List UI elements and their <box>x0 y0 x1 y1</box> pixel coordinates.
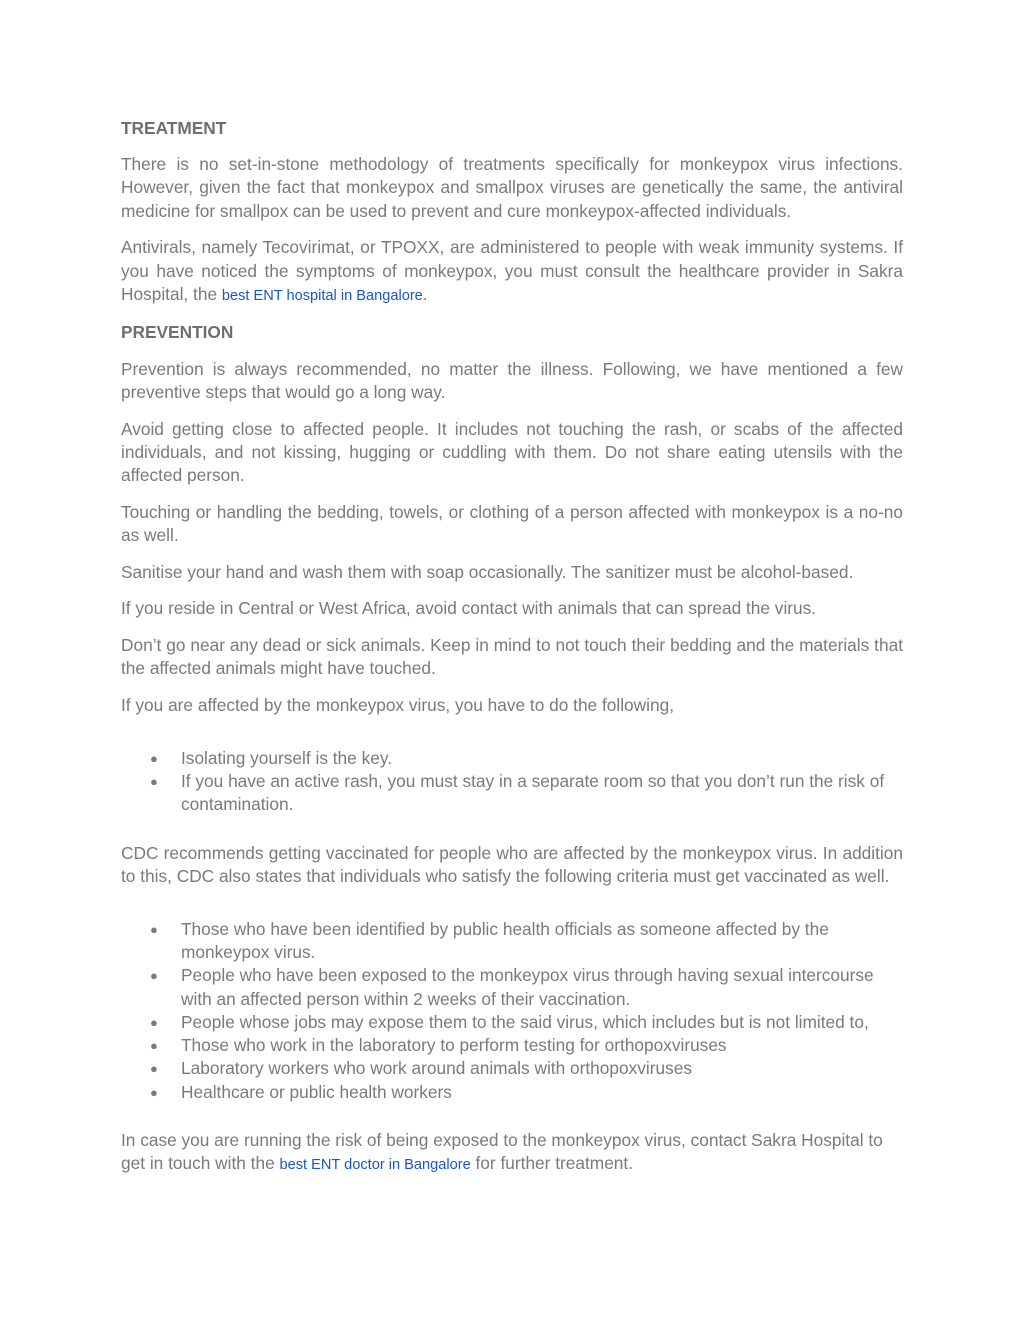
prevention-paragraph: If you reside in Central or West Africa, avoid contact with animals that can spread the virus. <box>121 598 817 619</box>
bullet-icon: ● <box>150 774 158 790</box>
treatment-paragraph-2 <box>121 236 903 308</box>
list-item <box>121 918 903 964</box>
closing-paragraph-end: for further treatment. <box>470 1152 634 1173</box>
list-item-text: Isolating yourself is the key. <box>181 748 392 769</box>
list-item <box>121 1034 903 1057</box>
prevention-paragraph: Don’t go near any dead or sick animals. Keep in mind to not touch their bedding and the materials that the affected animals might have touched. <box>121 634 903 679</box>
bullet-icon: ● <box>150 1084 158 1100</box>
treatment-paragraph-2-text: Antivirals, namely Tecovirimat, or TPOXX, are administered to people with weak immunity systems. If you have noticed the symptoms of monkeypox, you must consult the healthcare provider in Sakra Hospital, the <box>121 237 903 304</box>
best-ent-doctor-link[interactable]: best ENT doctor in Bangalore <box>279 1156 471 1173</box>
list-item <box>121 964 903 1010</box>
closing-paragraph <box>121 1129 903 1177</box>
list-item <box>121 770 903 816</box>
bullet-icon: ● <box>150 1014 158 1030</box>
prevention-paragraph: If you are affected by the monkeypox virus, you have to do the following, <box>121 694 675 715</box>
treatment-heading: TREATMENT <box>121 118 227 138</box>
list-item-text: People who have been exposed to the monkeypox virus through having sexual intercourse with an affected person within 2 weeks of their vaccination. <box>181 965 874 1009</box>
list-item-text: If you have an active rash, you must stay in a separate room so that you don’t run the risk of contamination. <box>181 771 885 815</box>
list-item-text: Those who have been identified by public health officials as someone affected by the monkeypox virus. <box>181 919 829 963</box>
prevention-paragraph: Touching or handling the bedding, towels, or clothing of a person affected with monkeypox is a no-no as well. <box>121 501 903 545</box>
bullet-icon: ● <box>150 922 158 938</box>
treatment-paragraph-1: There is no set-in-stone methodology of treatments specifically for monkeypox virus infections. However, given the fact that monkeypox and smallpox viruses are genetically the same, the antiviral medicine for smallpox can be used to prevent and cure monkeypox-affected individuals. <box>121 154 903 221</box>
list-item <box>121 1081 903 1104</box>
bullet-icon: ● <box>150 751 158 767</box>
list-item <box>121 1057 903 1080</box>
cdc-paragraph: CDC recommends getting vaccinated for people who are affected by the monkeypox virus. In addition to this, CDC also states that individuals who satisfy the following criteria must get vaccinated as well. <box>121 842 903 886</box>
bullet-icon: ● <box>150 1038 158 1054</box>
list-item-text: People whose jobs may expose them to the said virus, which includes but is not limited to, <box>181 1011 869 1032</box>
prevention-paragraph: Sanitise your hand and wash them with soap occasionally. The sanitizer must be alcohol-based. <box>121 561 854 582</box>
list-item-text: Healthcare or public health workers <box>181 1081 452 1102</box>
prevention-heading: PREVENTION <box>121 322 234 343</box>
list-item <box>121 1011 903 1034</box>
document-body <box>121 117 903 1191</box>
list-item <box>121 747 903 770</box>
closing-paragraph-text: In case you are running the risk of being exposed to the monkeypox virus, contact Sakra Hospital to get in touch with the <box>121 1129 883 1173</box>
prevention-paragraph: Avoid getting close to affected people. It includes not touching the rash, or scabs of the affected individuals, and not kissing, hugging or cuddling with them. Do not share eating utensils with the affected person. <box>121 418 903 485</box>
vaccination-criteria-list <box>121 918 903 1104</box>
list-item-text: Laboratory workers who work around animals with orthopoxviruses <box>181 1058 692 1079</box>
list-item-text: Those who work in the laboratory to perform testing for orthopoxviruses <box>181 1035 727 1056</box>
best-ent-hospital-link[interactable]: best ENT hospital in Bangalore <box>221 287 423 304</box>
treatment-paragraph-2-end: . <box>422 283 428 304</box>
bullet-icon: ● <box>150 968 158 984</box>
isolation-bullet-list <box>121 747 903 817</box>
bullet-icon: ● <box>150 1061 158 1077</box>
prevention-paragraph: Prevention is always recommended, no matter the illness. Following, we have mentioned a few preventive steps that would go a long way. <box>121 358 903 402</box>
